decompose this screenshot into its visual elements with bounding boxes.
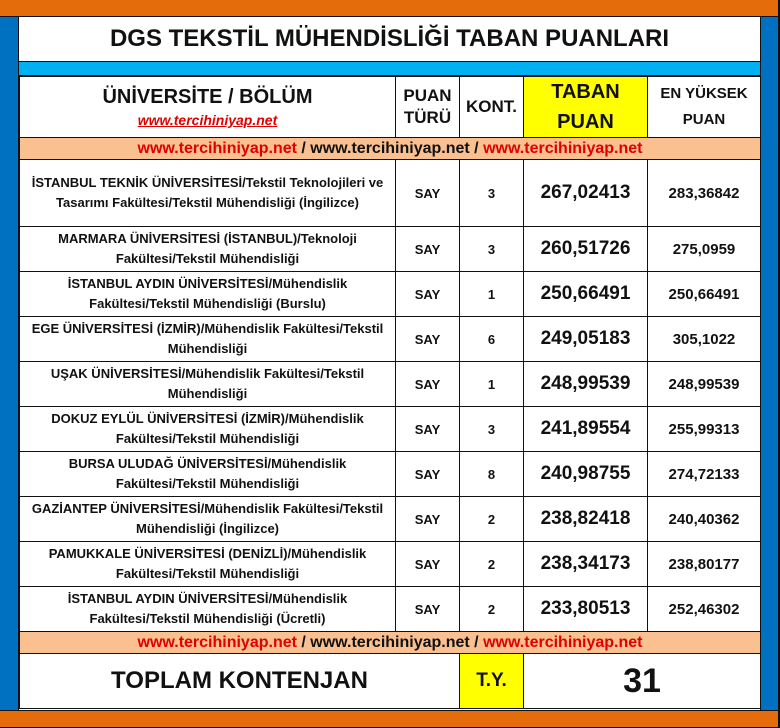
- quota: 2: [460, 542, 524, 587]
- quota: 3: [460, 227, 524, 272]
- table-row: [20, 587, 761, 632]
- quota: 2: [460, 497, 524, 542]
- total-row: [20, 654, 761, 709]
- total-label: TOPLAM KONTENJAN: [20, 654, 460, 709]
- bottom-orange-band: [0, 710, 778, 728]
- table-row: [20, 407, 761, 452]
- score-table: [19, 76, 761, 709]
- header-puan-turu: [396, 77, 460, 138]
- table-row: [20, 160, 761, 227]
- program-name: İSTANBUL TEKNİK ÜNİVERSİTESİ/Tekstil Teknolojileri ve Tasarımı Fakültesi/Tekstil Mühendisliği (İngilizce): [20, 160, 396, 227]
- table-row: [20, 227, 761, 272]
- top-score: 255,99313: [648, 407, 761, 452]
- base-score: 241,89554: [524, 407, 648, 452]
- program-name: PAMUKKALE ÜNİVERSİTESİ (DENİZLİ)/Mühendislik Fakültesi/Tekstil Mühendisliği: [20, 542, 396, 587]
- table-row: [20, 452, 761, 497]
- table-row: [20, 317, 761, 362]
- score-type: SAY: [396, 362, 460, 407]
- program-name: EGE ÜNİVERSİTESİ (İZMİR)/Mühendislik Fakültesi/Tekstil Mühendisliği: [20, 317, 396, 362]
- watermark-strip-bottom: [20, 632, 761, 654]
- base-score: 248,99539: [524, 362, 648, 407]
- score-type: SAY: [396, 497, 460, 542]
- header-taban-puan: [524, 77, 648, 138]
- base-score: 250,66491: [524, 272, 648, 317]
- quota: 1: [460, 362, 524, 407]
- top-score: 240,40362: [648, 497, 761, 542]
- score-type: SAY: [396, 407, 460, 452]
- watermark-link[interactable]: www.tercihiniyap.net: [310, 633, 470, 651]
- header-puan-turu-line1: PUAN: [403, 86, 452, 105]
- top-score: 275,0959: [648, 227, 761, 272]
- top-score: 305,1022: [648, 317, 761, 362]
- header-puan-turu-line2: TÜRÜ: [403, 108, 452, 127]
- base-score: 267,02413: [524, 160, 648, 227]
- score-type: SAY: [396, 160, 460, 227]
- watermark-text: www.tercihiniyap.net / www.tercihiniyap.net / www.tercihiniyap.net: [20, 138, 761, 160]
- quota: 1: [460, 272, 524, 317]
- top-score: 252,46302: [648, 587, 761, 632]
- program-name: BURSA ULUDAĞ ÜNİVERSİTESİ/Mühendislik Fakültesi/Tekstil Mühendisliği: [20, 452, 396, 497]
- program-name: GAZİANTEP ÜNİVERSİTESİ/Mühendislik Fakültesi/Tekstil Mühendisliği (İngilizce): [20, 497, 396, 542]
- base-score: 238,82418: [524, 497, 648, 542]
- score-type: SAY: [396, 272, 460, 317]
- header-taban-line1: TABAN: [551, 81, 620, 103]
- top-score: 248,99539: [648, 362, 761, 407]
- header-university: [20, 77, 396, 138]
- score-type: SAY: [396, 227, 460, 272]
- program-name: DOKUZ EYLÜL ÜNİVERSİTESİ (İZMİR)/Mühendislik Fakültesi/Tekstil Mühendisliği: [20, 407, 396, 452]
- page-title: DGS TEKSTİL MÜHENDİSLİĞİ TABAN PUANLARI: [19, 17, 760, 62]
- quota: 3: [460, 160, 524, 227]
- top-score: 274,72133: [648, 452, 761, 497]
- table-row: [20, 542, 761, 587]
- table-row: [20, 362, 761, 407]
- score-type: SAY: [396, 587, 460, 632]
- top-score: 250,66491: [648, 272, 761, 317]
- header-row: [20, 77, 761, 138]
- header-yuksek-line1: EN YÜKSEK: [660, 85, 748, 102]
- left-blue-band: [0, 17, 19, 710]
- header-site-link[interactable]: www.tercihiniyap.net: [137, 112, 278, 128]
- header-university-label: ÜNİVERSİTE / BÖLÜM: [102, 86, 313, 108]
- table-row: [20, 497, 761, 542]
- table-row: [20, 272, 761, 317]
- watermark-text: www.tercihiniyap.net / www.tercihiniyap.net / www.tercihiniyap.net: [20, 632, 761, 654]
- header-kont: KONT.: [460, 77, 524, 138]
- quota: 2: [460, 587, 524, 632]
- top-score: 238,80177: [648, 542, 761, 587]
- program-name: İSTANBUL AYDIN ÜNİVERSİTESİ/Mühendislik Fakültesi/Tekstil Mühendisliği (Ücretli): [20, 587, 396, 632]
- program-name: UŞAK ÜNİVERSİTESİ/Mühendislik Fakültesi/Tekstil Mühendisliği: [20, 362, 396, 407]
- total-value: 31: [524, 654, 761, 709]
- score-type: SAY: [396, 452, 460, 497]
- quota: 3: [460, 407, 524, 452]
- watermark-link[interactable]: www.tercihiniyap.net: [310, 139, 470, 157]
- cyan-divider: [19, 62, 760, 76]
- top-orange-band: [0, 0, 778, 17]
- base-score: 233,80513: [524, 587, 648, 632]
- score-type: SAY: [396, 542, 460, 587]
- watermark-link[interactable]: www.tercihiniyap.net: [137, 139, 297, 157]
- total-ty-badge: T.Y.: [460, 654, 524, 709]
- watermark-link[interactable]: www.tercihiniyap.net: [483, 633, 643, 651]
- base-score: 240,98755: [524, 452, 648, 497]
- score-type: SAY: [396, 317, 460, 362]
- header-en-yuksek: [648, 77, 761, 138]
- base-score: 238,34173: [524, 542, 648, 587]
- right-blue-band: [760, 17, 779, 710]
- watermark-link[interactable]: www.tercihiniyap.net: [137, 633, 297, 651]
- program-name: MARMARA ÜNİVERSİTESİ (İSTANBUL)/Teknoloji Fakültesi/Tekstil Mühendisliği: [20, 227, 396, 272]
- watermark-strip-top: [20, 138, 761, 160]
- program-name: İSTANBUL AYDIN ÜNİVERSİTESİ/Mühendislik Fakültesi/Tekstil Mühendisliği (Burslu): [20, 272, 396, 317]
- top-score: 283,36842: [648, 160, 761, 227]
- base-score: 249,05183: [524, 317, 648, 362]
- base-score: 260,51726: [524, 227, 648, 272]
- quota: 8: [460, 452, 524, 497]
- header-taban-line2: PUAN: [557, 111, 614, 133]
- quota: 6: [460, 317, 524, 362]
- header-yuksek-line2: PUAN: [682, 111, 726, 128]
- watermark-link[interactable]: www.tercihiniyap.net: [483, 139, 643, 157]
- score-sheet: [19, 17, 760, 710]
